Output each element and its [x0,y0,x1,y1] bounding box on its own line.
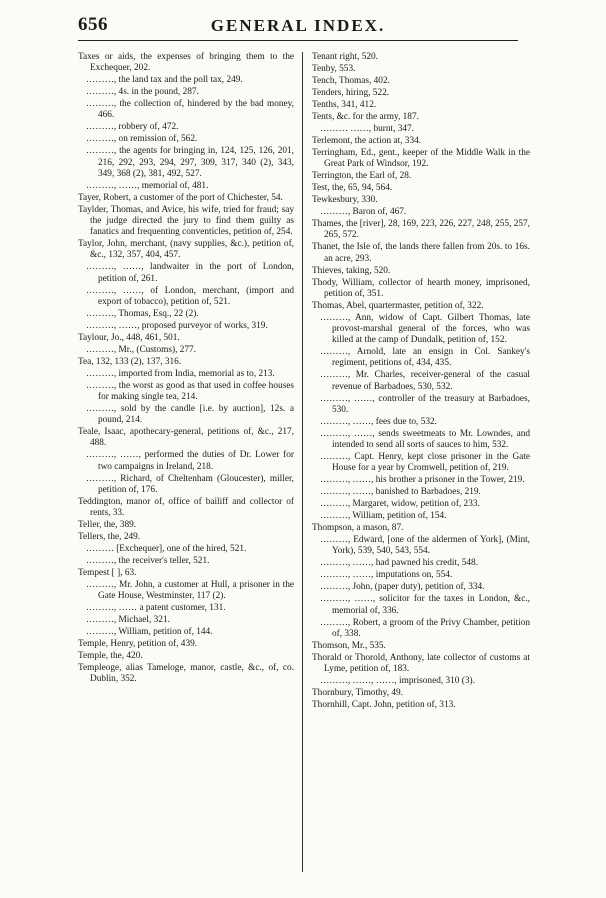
index-subentry: ………, ……, solicitor for the taxes in London, &c., memorial of, 336. [320,594,530,616]
index-entry: Tench, Thomas, 402. [312,76,390,86]
index-entry: Tenders, hiring, 522. [312,88,390,98]
index-subentry: ………, Ann, widow of Capt. Gilbert Thomas, late provost-marshal general of the forces, who was killed at the camp of Dundalk, petition of, 152. [320,312,530,346]
index-entry: Tents, &c. for the army, 187. [312,112,419,122]
index-entry: Tea, 132, 133 (2), 137, 316. [78,356,182,367]
index-subentry: ………, the agents for bringing in, 124, 125, 126, 201, 216, 292, 293, 294, 297, 309, 317, 340 (2), 343, 349, 368 (2), 381, 492, 527. [86,146,294,179]
index-entry: Templeoge, alias Tameloge, manor, castle, &c., of, co. Dublin, 352. [78,663,294,685]
index-entry: Thieves, taking, 520. [312,265,391,276]
index-entry: Teale, Isaac, apothecary-general, petitions of, &c., 217, 488. [78,427,294,449]
index-subentry: ………, Michael, 321. [86,615,170,626]
index-subentry: ………, Thomas, Esq., 22 (2). [86,308,199,319]
index-entry: Taylor, John, merchant, (navy supplies, &c.), petition of, &c., 132, 357, 404, 457. [78,239,294,261]
page-number: 656 [78,14,108,35]
index-entry: Thomas, Abel, quartermaster, petition of, 322. [312,300,484,311]
index-subentry: ………, ……, fees due to, 532. [320,416,437,427]
index-entry: Thody, William, collector of hearth money, imprisoned, petition of, 351. [312,277,530,299]
index-subentry: ………, Margaret, widow, petition of, 233. [320,499,480,510]
index-subentry: ……… [Exchequer], one of the hired, 521. [86,544,247,555]
index-entry: Tenby, 553. [312,64,356,74]
index-column-left [78,52,294,686]
index-subentry: ………, ……, landwaiter in the port of London, petition of, 261. [86,262,294,284]
index-entry: Terlemont, the action at, 334. [312,136,422,146]
index-entry: Tayer, Robert, a customer of the port of Chichester, 54. [78,192,283,203]
index-subentry: ………, the land tax and the poll tax, 249. [86,75,243,86]
index-entry: Terrington, the Earl of, 28. [312,171,412,182]
index-subentry: ………, ……, sends sweetmeats to Mr. Lowndes, and intended to send all sorts of sauces to him, 532. [320,428,530,451]
index-subentry: ………, ……, memorial of, 481. [86,180,209,191]
index-subentry: ………, Richard, of Cheltenham (Gloucester), miller, petition of, 176. [86,473,294,495]
index-subentry: ……… ……, burnt, 347. [320,124,414,134]
index-subentry: ………, ……, proposed purveyor of works, 319. [86,320,268,331]
index-subentry: ………, Mr. Charles, receiver-general of the casual revenue of Barbadoes, 530, 532. [320,370,530,392]
index-subentry: ………, the worst as good as that used in coffee houses for making single tea, 214. [86,380,294,403]
index-entry: Teller, the, 389. [78,520,137,531]
index-entry: Test, the, 65, 94, 564. [312,183,393,194]
index-subentry: ………, the collection of, hindered by the bad money, 466. [86,99,294,121]
page-header [78,14,518,41]
index-subentry: ………, on remission of, 562. [86,134,198,145]
index-entry: Thomson, Mr., 535. [312,640,386,651]
index-subentry: ………, Mr. John, a customer at Hull, a prisoner in the Gate House, Westminster, 117 (2). [86,580,294,602]
index-entry: Tempest [ ], 63. [78,568,137,579]
index-subentry: ………, John, (paper duty), petition of, 334. [320,582,485,593]
index-subentry: ………, ……, had pawned his credit, 548. [320,558,479,569]
index-entry: Thornbury, Timothy, 49. [312,688,403,699]
index-subentry: ………, Baron of, 467. [320,207,407,218]
column-divider [302,52,303,872]
index-subentry: ………, ……, ……, imprisoned, 310 (3). [320,676,475,687]
index-subentry: ………, Robert, a groom of the Privy Chamber, petition of, 338. [320,617,530,639]
index-entry: Temple, the, 420. [78,651,143,662]
index-entry: Thanet, the Isle of, the lands there fallen from 20s. to 16s. an acre, 293. [312,242,530,264]
index-entry: Thompson, a mason, 87. [312,523,404,534]
index-entry: Tenths, 341, 412. [312,100,377,110]
index-entry: Teddington, manor of, office of bailiff and collector of rents, 33. [78,496,294,519]
index-entry: Terringham, Ed., gent., keeper of the Middle Walk in the Great Park of Windsor, 192. [312,148,530,170]
index-subentry: ………, ……, of London, merchant, (import and export of tobacco), petition of, 521. [86,285,294,307]
index-subentry: ………, robbery of, 472. [86,122,179,133]
index-entry: Thorald or Thorold, Anthony, late collector of customs at Lyme, petition of, 183. [312,652,530,675]
index-subentry: ………, ……, imputations on, 554. [320,570,453,581]
index-subentry: ………, the receiver's teller, 521. [86,556,210,567]
index-subentry: ………, ……, his brother a prisoner in the Tower, 219. [320,475,525,486]
index-entry: Thames, the [river], 28, 169, 223, 226, 227, 248, 255, 257, 265, 572. [312,219,530,241]
index-subentry: ………, Mr., (Customs), 277. [86,344,197,355]
index-subentry: ………, ……, controller of the treasury at Barbadoes, 530. [320,393,530,415]
index-entry: Thornhill, Capt. John, petition of, 313. [312,700,456,711]
index-entry: Tellers, the, 249. [78,532,141,543]
index-entry: Tenant right, 520. [312,52,378,62]
index-subentry: ………, ……, performed the duties of Dr. Lower for two campaigns in Ireland, 218. [86,450,294,472]
index-subentry: ………, imported from India, memorial as to, 213. [86,368,275,379]
index-subentry: ………, sold by the candle [i.e. by auction], 12s. a pound, 214. [86,404,294,426]
index-column-right [312,52,530,712]
index-entry: Taxes or aids, the expenses of bringing them to the Exchequer, 202. [78,52,294,74]
index-subentry: ………, William, petition of, 144. [86,627,213,638]
index-subentry: ………, Capt. Henry, kept close prisoner in the Gate House for a year by Cromwell, petition of, 219. [320,452,530,474]
index-subentry: ………, 4s. in the pound, 287. [86,87,199,98]
index-entry: Tewkesbury, 330. [312,195,378,206]
index-entry: Taylour, Jo., 448, 461, 501. [78,332,180,343]
index-subentry: ………, Arnold, late an ensign in Col. Sankey's regiment, petitions of, 434, 435. [320,347,530,369]
index-entry: Temple, Henry, petition of, 439. [78,639,198,650]
index-subentry: ………, …… a patent customer, 131. [86,603,226,614]
index-entry: Taylder, Thomas, and Avice, his wife, tried for fraud; say the judge directed the jury to find them guilty as fanatics and frequenting conventicles, petition of, 254. [78,204,294,238]
index-subentry: ………, Edward, [one of the aldermen of York], (Mint, York), 539, 540, 543, 554. [320,535,530,557]
running-head: GENERAL INDEX. [210,16,386,35]
index-subentry: ………, ……, banished to Barbadoes, 219. [320,487,481,498]
index-subentry: ………, William, petition of, 154. [320,511,447,522]
